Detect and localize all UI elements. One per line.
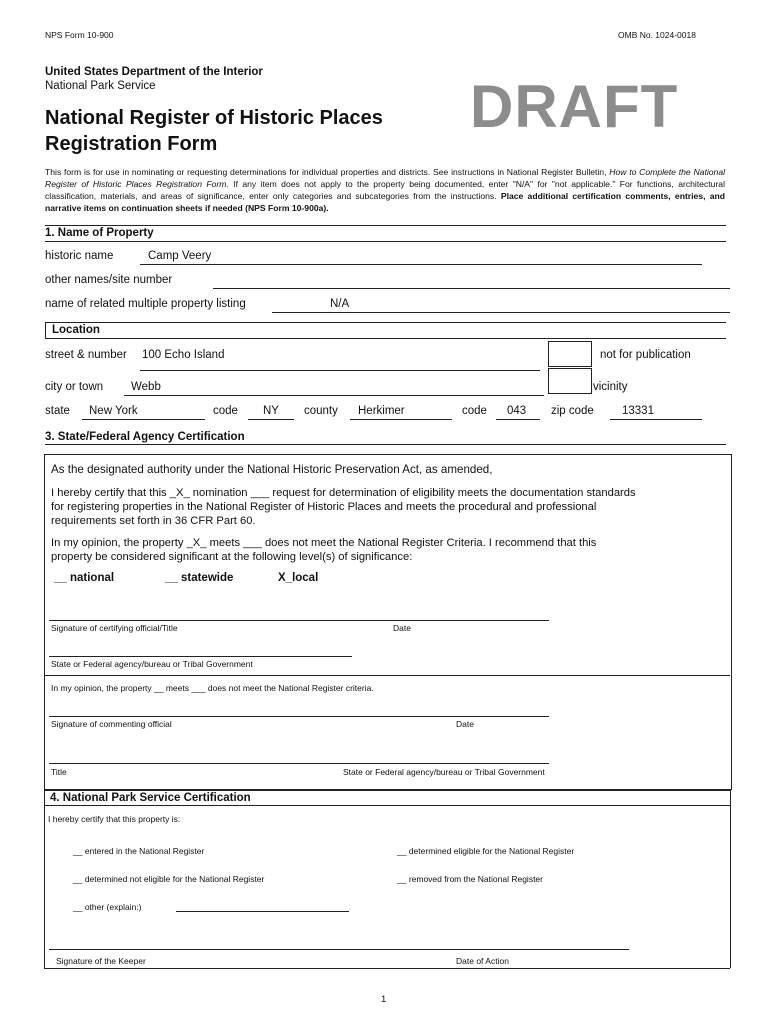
not-for-publication-label: not for publication <box>600 349 691 361</box>
state-label: state <box>45 405 70 417</box>
county-label: county <box>304 405 338 417</box>
county-code-label: code <box>462 405 487 417</box>
not-for-publication-checkbox[interactable] <box>548 341 592 367</box>
authority-text: As the designated authority under the National Historic Preservation Act, as amended, <box>51 463 493 476</box>
state-code-label: code <box>213 405 238 417</box>
certifying-signature-label: Signature of certifying official/Title <box>51 623 178 633</box>
section1-heading: 1. Name of Property <box>45 227 154 239</box>
zip-field[interactable]: 13331 <box>622 405 654 417</box>
certify-paragraph: I hereby certify that this _X_ nomination ___ request for determination of eligibility meets the documentation standards for registering properties in the National Register of Historic Places and meets the procedural and professional requirements set forth in 36 CFR Part 60. <box>51 487 636 527</box>
option-determined-eligible[interactable]: __ determined eligible for the National Register <box>397 846 575 856</box>
level-statewide[interactable]: __ statewide <box>165 572 234 584</box>
historic-name-label: historic name <box>45 250 114 262</box>
service: National Park Service <box>45 80 156 92</box>
other-explain-line[interactable] <box>176 911 349 912</box>
comment-agency-label: State or Federal agency/bureau or Tribal Government <box>343 767 545 777</box>
other-names-label: other names/site number <box>45 274 173 286</box>
city-field[interactable]: Webb <box>131 381 161 393</box>
county-field[interactable]: Herkimer <box>358 405 405 417</box>
intro-paragraph: This form is for use in nominating or requesting determinations for individual properties and districts. See instructions in National Register Bulletin, How to Complete the National Register of Historic Places Registration Form. If any item does not apply to the property being documented, enter "N/A" for "not applicable." For functions, architectural classification, materials, and areas of significance, enter only categories and subcategories from the instructions. Place additional certification comments, entries, and narrative items on continuation sheets if needed (NPS Form 10-900a). <box>45 167 726 213</box>
vicinity-label: vicinity <box>593 381 628 393</box>
department: United States Department of the Interior <box>45 66 263 78</box>
historic-name-field[interactable]: Camp Veery <box>148 250 212 262</box>
agency-label: State or Federal agency/bureau or Tribal Government <box>51 659 253 669</box>
zip-label: zip code <box>551 405 594 417</box>
related-listing-field[interactable]: N/A <box>330 298 350 310</box>
commenting-date-label: Date <box>456 719 474 729</box>
date-of-action-label: Date of Action <box>456 956 509 966</box>
nps-certify-text: I hereby certify that this property is: <box>48 814 181 824</box>
certifying-date-label: Date <box>393 623 411 633</box>
option-removed[interactable]: __ removed from the National Register <box>397 874 543 884</box>
option-entered[interactable]: __ entered in the National Register <box>73 846 205 856</box>
form-title-line2: Registration Form <box>45 133 218 155</box>
vicinity-checkbox[interactable] <box>548 368 592 394</box>
keeper-signature-label: Signature of the Keeper <box>56 956 146 966</box>
omb-number: OMB No. 1024-0018 <box>618 30 696 40</box>
state-code-field[interactable]: NY <box>263 405 279 417</box>
level-local[interactable]: X_local <box>278 572 319 584</box>
level-national[interactable]: __ national <box>54 572 115 584</box>
form-id: NPS Form 10-900 <box>45 30 114 40</box>
section4-heading: 4. National Park Service Certification <box>50 792 251 804</box>
opinion-paragraph: In my opinion, the property _X_ meets ___ does not meet the National Register Criteria. I recommend that this property be considered significant at the following level(s) of significance: <box>51 537 597 563</box>
county-code-field[interactable]: 043 <box>507 405 527 417</box>
city-label: city or town <box>45 381 104 393</box>
street-field[interactable]: 100 Echo Island <box>142 349 225 361</box>
section3-heading: 3. State/Federal Agency Certification <box>45 431 245 443</box>
street-label: street & number <box>45 349 127 361</box>
option-other[interactable]: __ other (explain:) <box>73 902 142 912</box>
commenting-signature-label: Signature of commenting official <box>51 719 172 729</box>
comment-opinion-text: In my opinion, the property __ meets ___ does not meet the National Register criteria. <box>51 683 374 693</box>
title-label: Title <box>51 767 67 777</box>
related-listing-label: name of related multiple property listing <box>45 298 246 310</box>
section2-heading: Location <box>52 324 100 336</box>
draft-watermark: DRAFT <box>470 73 679 140</box>
form-title-line1: National Register of Historic Places <box>45 107 383 129</box>
option-not-eligible[interactable]: __ determined not eligible for the National Register <box>73 874 265 884</box>
state-field[interactable]: New York <box>89 405 138 417</box>
page-number: 1 <box>381 994 387 1005</box>
